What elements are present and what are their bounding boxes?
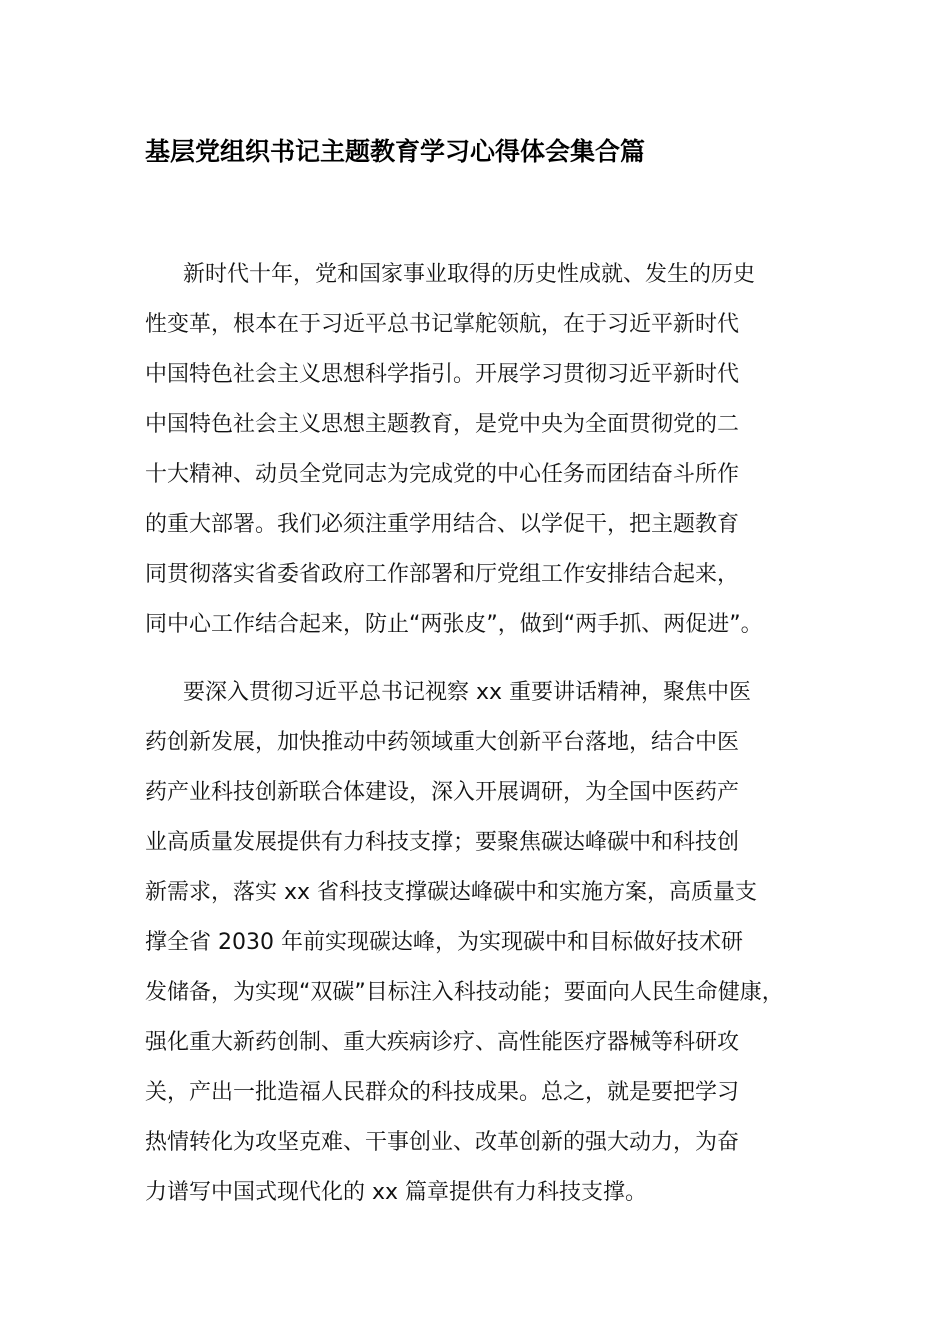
paragraph-line: 业高质量发展提供有力科技支撑；要聚焦碳达峰碳中和科技创 — [145, 830, 740, 855]
paragraph-line: 药产业科技创新联合体建设，深入开展调研，为全国中医药产 — [145, 780, 740, 805]
document-title: 基层党组织书记主题教育学习心得体会集合篇 — [145, 137, 646, 166]
paragraph-line: 药创新发展，加快推动中药领域重大创新平台落地，结合中医 — [145, 730, 740, 755]
paragraph-2 — [145, 668, 845, 1218]
paragraph-line: 热情转化为攻坚克难、干事创业、改革创新的强大动力，为奋 — [145, 1130, 740, 1155]
paragraph-line: 新时代十年，党和国家事业取得的历史性成就、发生的历史 — [183, 262, 756, 287]
paragraph-line: 强化重大新药创制、重大疾病诊疗、高性能医疗器械等科研攻 — [145, 1030, 740, 1055]
paragraph-line: 中国特色社会主义思想科学指引。开展学习贯彻习近平新时代 — [145, 362, 740, 387]
paragraph-line: 要深入贯彻习近平总书记视察 xx 重要讲话精神，聚焦中医 — [183, 680, 752, 705]
paragraph-line: 新需求，落实 xx 省科技支撑碳达峰碳中和实施方案，高质量支 — [145, 880, 758, 905]
paragraph-line: 性变革，根本在于习近平总书记掌舵领航，在于习近平新时代 — [145, 312, 740, 337]
paragraph-line: 力谱写中国式现代化的 xx 篇章提供有力科技支撑。 — [145, 1180, 648, 1205]
paragraph-line: 发储备，为实现“双碳”目标注入科技动能；要面向人民生命健康， — [145, 980, 784, 1005]
paragraph-line: 的重大部署。我们必须注重学用结合、以学促干，把主题教育 — [145, 512, 740, 537]
paragraph-line: 同贯彻落实省委省政府工作部署和厅党组工作安排结合起来， — [145, 562, 740, 587]
paragraph-1 — [145, 250, 845, 650]
document-body — [145, 250, 845, 1236]
paragraph-line: 撑全省 2030 年前实现碳达峰，为实现碳中和目标做好技术研 — [145, 930, 743, 955]
paragraph-line: 中国特色社会主义思想主题教育，是党中央为全面贯彻党的二 — [145, 412, 740, 437]
paragraph-line: 十大精神、动员全党同志为完成党的中心任务而团结奋斗所作 — [145, 462, 740, 487]
paragraph-line: 同中心工作结合起来，防止“两张皮”，做到“两手抓、两促进”。 — [145, 612, 763, 637]
paragraph-line: 关，产出一批造福人民群众的科技成果。总之，就是要把学习 — [145, 1080, 740, 1105]
